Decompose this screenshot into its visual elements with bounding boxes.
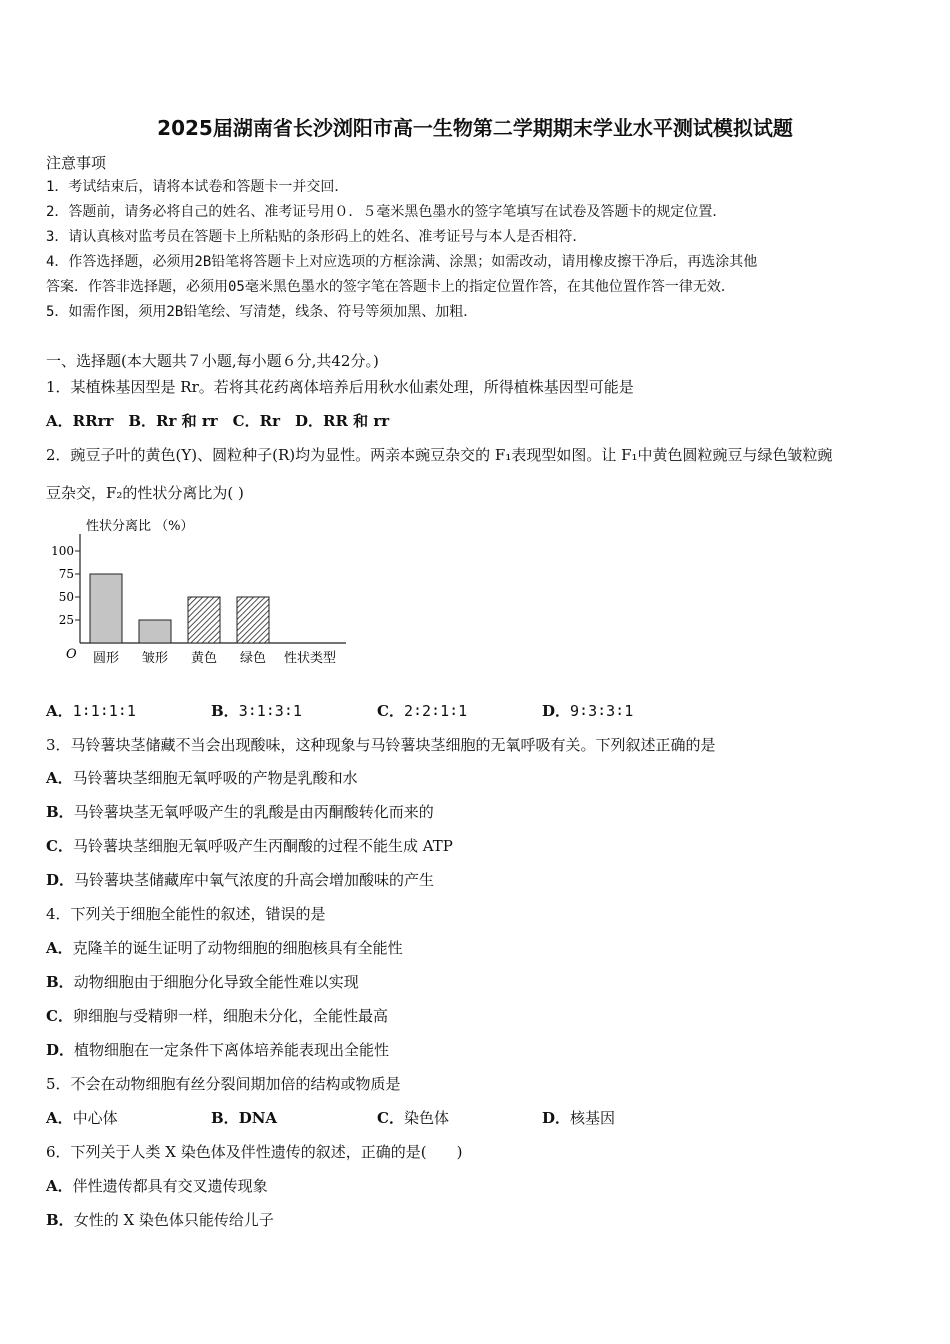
q3-option-c: C．马铃薯块茎细胞无氧呼吸产生丙酮酸的过程不能生成 ATP [46,837,453,855]
page-title: 2025届湖南省长沙浏阳市高一生物第二学期期末学业水平测试模拟试题 [157,116,793,140]
chart-title: 性状分离比 （%） [86,519,194,534]
bar-圆形 [90,574,122,643]
y-tick-label: 100 [51,544,74,558]
q2-stem-line2: 豆杂交，F₂的性状分离比为( ) [46,484,244,502]
bar-chart [46,510,366,670]
q3-option-b: B．马铃薯块茎无氧呼吸产生的乳酸是由丙酮酸转化而来的 [46,803,434,821]
q2-option-a: A．1∶1∶1∶1 [46,702,136,720]
x-tick-label: 皱形 [141,651,169,666]
x-axis-label: 性状类型 [284,651,337,666]
q3-option-d: D．马铃薯块茎储藏库中氧气浓度的升高会增加酸味的产生 [46,871,435,889]
q5-option-a: A．中心体 [46,1109,118,1127]
notice-item: 4．作答选择题，必须用2B铅笔将答题卡上对应选项的方框涂满、涂黑；如需改动，请用橡皮擦干净后，再选涂其他 [46,254,758,270]
q5-option-c: C．染色体 [377,1109,449,1127]
bar-皱形 [139,620,171,643]
y-tick-label: 25 [58,613,74,627]
q6-option-a: A．伴性遗传都具有交叉遗传现象 [46,1177,268,1195]
x-tick-label: 圆形 [92,651,120,666]
q1-stem: 1．某植株基因型是 Rr。若将其花药离体培养后用秋水仙素处理，所得植株基因型可能是 [46,378,634,396]
notice-item: 3．请认真核对监考员在答题卡上所粘贴的条形码上的姓名、准考证号与本人是否相符． [46,229,587,245]
notice-item: 5．如需作图，须用2B铅笔绘、写清楚，线条、符号等须加黑、加粗． [46,304,478,320]
q3-option-a: A．马铃薯块茎细胞无氧呼吸的产物是乳酸和水 [46,769,358,787]
q3-stem: 3．马铃薯块茎储藏不当会出现酸味，这种现象与马铃薯块茎细胞的无氧呼吸有关。下列叙述正确的是 [46,736,716,754]
q4-option-a: A．克隆羊的诞生证明了动物细胞的细胞核具有全能性 [46,939,403,957]
bar-黄色 [188,597,220,643]
q2-stem-line1: 2．豌豆子叶的黄色(Y)、圆粒种子(R)均为显性。两亲本豌豆杂交的 F₁表现型如图。让 F₁中黄色圆粒豌豆与绿色皱粒豌 [46,446,833,464]
x-tick-label: 黄色 [190,651,218,666]
q2-option-b: B．3∶1∶3∶1 [211,702,302,720]
q4-option-c: C．卵细胞与受精卵一样，细胞未分化，全能性最高 [46,1007,388,1025]
q4-option-b: B．动物细胞由于细胞分化导致全能性难以实现 [46,973,359,991]
notice-item: 2．答题前，请务必将自己的姓名、准考证号用０．５毫米黑色墨水的签字笔填写在试卷及答题卡的规定位置． [46,204,727,220]
q6-option-b: B．女性的 X 染色体只能传给儿子 [46,1211,274,1229]
q2-option-c: C．2∶2∶1∶1 [377,702,468,720]
q6-stem: 6．下列关于人类 X 染色体及伴性遗传的叙述，正确的是( ) [46,1143,463,1161]
q5-option-b: B．DNA [211,1109,278,1127]
q5-stem: 5．不会在动物细胞有丝分裂间期加倍的结构或物质是 [46,1075,401,1093]
q4-option-d: D．植物细胞在一定条件下离体培养能表现出全能性 [46,1041,390,1059]
notice-heading: 注意事项 [46,154,107,172]
q5-option-d: D．核基因 [542,1109,616,1127]
x-tick-label: 绿色 [239,651,267,666]
q4-stem: 4．下列关于细胞全能性的叙述，错误的是 [46,905,326,923]
section-heading: 一、选择题(本大题共７小题,每小题６分,共42分。) [46,352,379,370]
y-tick-label: 50 [58,590,74,604]
q2-option-d: D．9∶3∶3∶1 [542,702,634,720]
origin-label: O [66,647,77,662]
notice-item: 1．考试结束后，请将本试卷和答题卡一并交回． [46,179,349,195]
q1-options: A．RRrr B．Rr 和 rr C．Rr D．RR 和 rr [46,412,390,430]
y-tick-label: 75 [58,567,74,581]
bar-绿色 [237,597,269,643]
notice-item: 答案．作答非选择题，必须用05毫米黑色墨水的签字笔在答题卡上的指定位置作答，在其他位置作答一律无效． [46,279,735,295]
